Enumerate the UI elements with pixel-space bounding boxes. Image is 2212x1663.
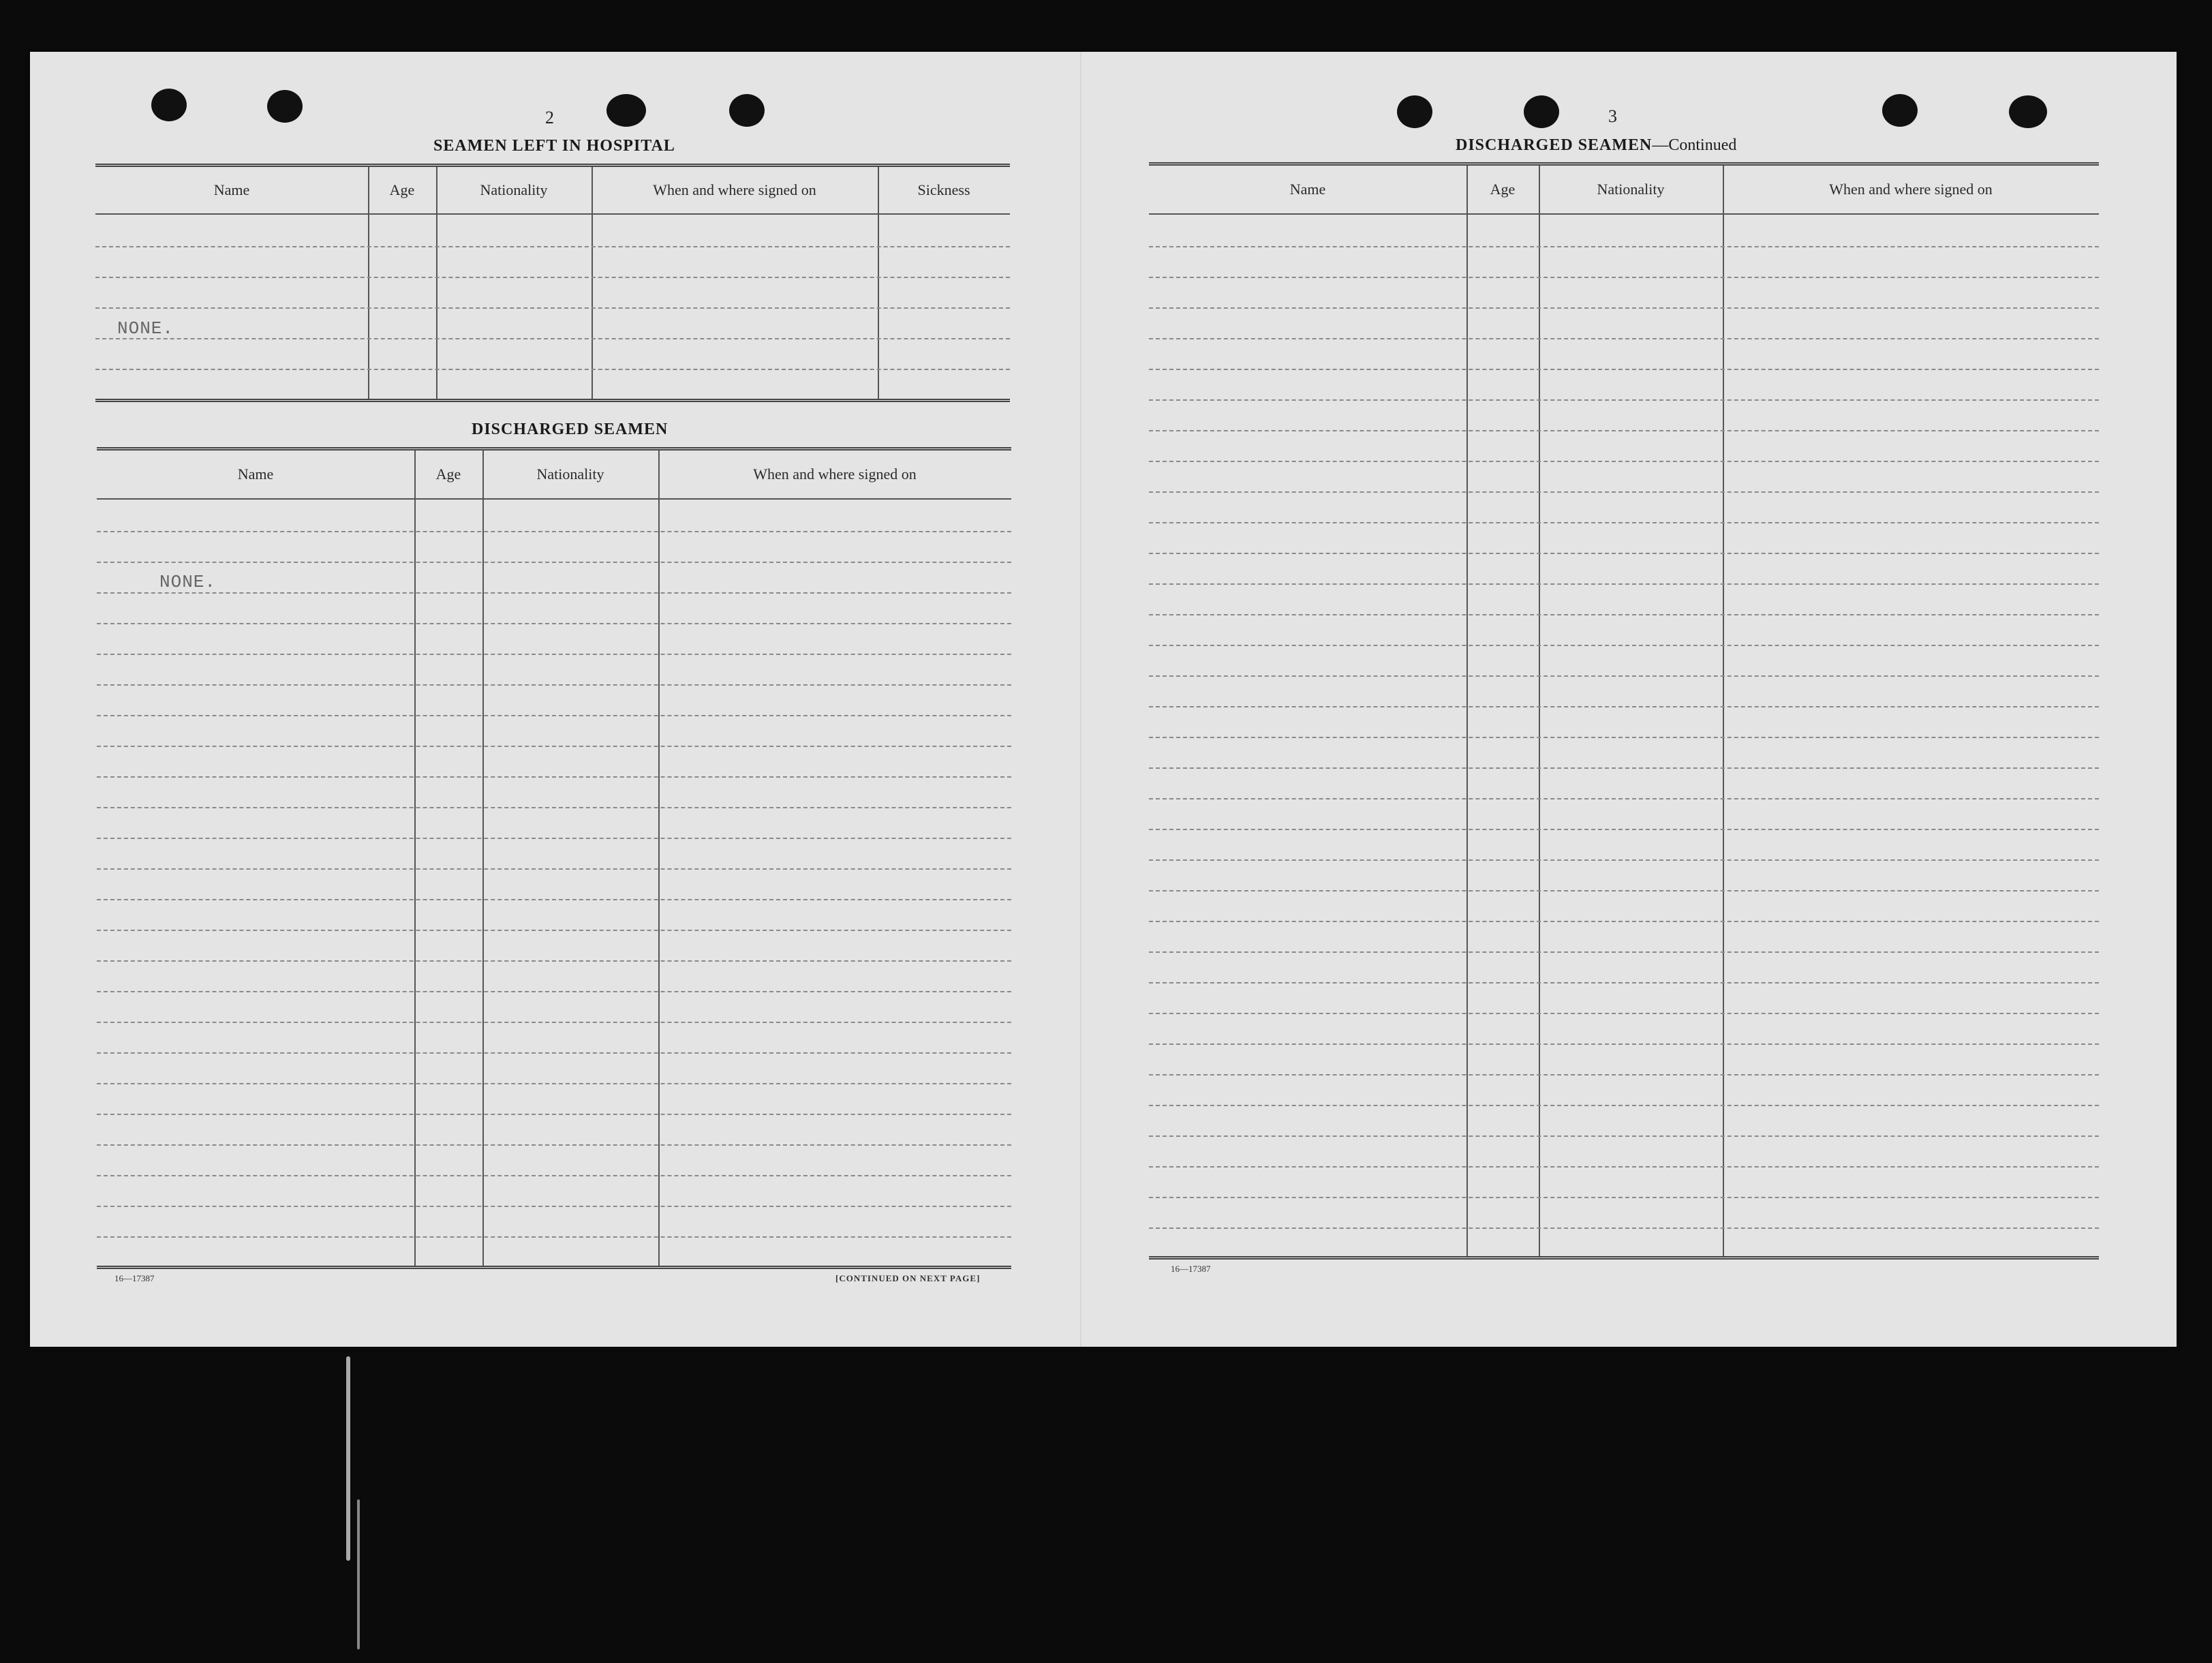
entry-row-line bbox=[95, 277, 1010, 278]
entry-row-line bbox=[95, 338, 1010, 339]
column-rule bbox=[1539, 166, 1540, 1256]
entry-row-line bbox=[1149, 491, 2099, 493]
col-header-age: Age bbox=[389, 181, 415, 198]
entry-row-line bbox=[1149, 583, 2099, 585]
column-rule bbox=[482, 451, 484, 1266]
form-number-left: 16—17387 bbox=[114, 1273, 155, 1283]
discharged-continued-title bbox=[1456, 136, 1736, 155]
punch-hole bbox=[606, 94, 646, 127]
entry-row-line bbox=[1149, 798, 2099, 799]
page-number-right: 3 bbox=[1608, 106, 1617, 126]
entry-row-line bbox=[1149, 1074, 2099, 1075]
punch-hole bbox=[1524, 95, 1559, 128]
col-header-nationality: Nationality bbox=[1597, 181, 1665, 198]
entry-row-line bbox=[97, 746, 1011, 747]
punch-hole bbox=[151, 89, 187, 121]
typed-entry-none: NONE. bbox=[159, 572, 217, 592]
col-header-nationality: Nationality bbox=[480, 181, 548, 198]
column-rule bbox=[1723, 166, 1724, 1256]
column-rule bbox=[368, 167, 369, 399]
entry-row-line bbox=[1149, 951, 2099, 953]
entry-row-line bbox=[1149, 1043, 2099, 1045]
entry-row-line bbox=[1149, 737, 2099, 738]
entry-row-line bbox=[97, 623, 1011, 624]
column-rule bbox=[878, 167, 879, 399]
entry-row-line bbox=[97, 1052, 1011, 1054]
entry-row-line bbox=[97, 592, 1011, 594]
punch-hole bbox=[2009, 95, 2047, 128]
film-scratch bbox=[346, 1356, 350, 1561]
column-rule bbox=[414, 451, 416, 1266]
entry-row-line bbox=[1149, 553, 2099, 554]
punch-hole bbox=[267, 90, 303, 123]
entry-row-line bbox=[1149, 1227, 2099, 1229]
entry-row-line bbox=[1149, 430, 2099, 431]
entry-row-line bbox=[97, 776, 1011, 778]
discharged-table-header bbox=[97, 451, 1011, 500]
entry-row-line bbox=[97, 1175, 1011, 1176]
discharged-table-right bbox=[1149, 162, 2099, 1260]
entry-row-line bbox=[97, 1206, 1011, 1207]
film-scratch bbox=[357, 1499, 360, 1649]
punch-hole bbox=[1882, 94, 1918, 127]
hospital-table-header bbox=[95, 167, 1010, 215]
discharged-table-left bbox=[97, 447, 1011, 1269]
entry-row-line bbox=[95, 307, 1010, 309]
entry-row-line bbox=[97, 899, 1011, 900]
entry-row-line bbox=[1149, 522, 2099, 523]
punch-hole bbox=[729, 94, 765, 127]
col-header-name: Name bbox=[1289, 181, 1326, 198]
entry-row-line bbox=[97, 930, 1011, 931]
column-rule bbox=[436, 167, 437, 399]
entry-row-line bbox=[1149, 399, 2099, 401]
entry-row-line bbox=[1149, 767, 2099, 769]
entry-row-line bbox=[97, 1022, 1011, 1023]
entry-row-line bbox=[1149, 614, 2099, 615]
entry-row-line bbox=[97, 531, 1011, 532]
entry-row-line bbox=[1149, 461, 2099, 462]
col-header-age: Age bbox=[435, 466, 461, 483]
entry-row-line bbox=[97, 960, 1011, 962]
entry-row-line bbox=[97, 991, 1011, 992]
entry-row-line bbox=[1149, 1135, 2099, 1137]
entry-row-line bbox=[97, 807, 1011, 808]
entry-row-line bbox=[97, 715, 1011, 716]
col-header-name: Name bbox=[237, 466, 274, 483]
col-header-nationality: Nationality bbox=[536, 466, 604, 483]
entry-row-line bbox=[97, 1083, 1011, 1084]
entry-row-line bbox=[1149, 1105, 2099, 1106]
entry-row-line bbox=[1149, 246, 2099, 247]
form-number-right: 16—17387 bbox=[1171, 1264, 1211, 1274]
col-header-name: Name bbox=[213, 181, 250, 198]
discharged-table-header bbox=[1149, 166, 2099, 215]
entry-row-line bbox=[1149, 645, 2099, 646]
punch-hole bbox=[1397, 95, 1432, 128]
entry-row-line bbox=[95, 369, 1010, 370]
entry-row-line bbox=[95, 246, 1010, 247]
entry-row-line bbox=[1149, 1166, 2099, 1168]
entry-row-line bbox=[1149, 890, 2099, 891]
entry-row-line bbox=[97, 654, 1011, 655]
entry-row-line bbox=[1149, 706, 2099, 707]
entry-row-line bbox=[1149, 277, 2099, 278]
entry-row-line bbox=[1149, 338, 2099, 339]
page-number-left: 2 bbox=[545, 108, 554, 127]
entry-row-line bbox=[1149, 1197, 2099, 1198]
entry-row-line bbox=[97, 684, 1011, 686]
col-header-age: Age bbox=[1490, 181, 1516, 198]
entry-row-line bbox=[1149, 1013, 2099, 1014]
title-suffix: —Continued bbox=[1652, 136, 1737, 154]
entry-row-line bbox=[1149, 369, 2099, 370]
column-rule bbox=[1466, 166, 1468, 1256]
entry-row-line bbox=[1149, 921, 2099, 922]
hospital-table bbox=[95, 164, 1010, 402]
entry-row-line bbox=[97, 838, 1011, 839]
entry-row-line bbox=[97, 562, 1011, 563]
entry-row-line bbox=[1149, 307, 2099, 309]
column-rule bbox=[592, 167, 593, 399]
entry-row-line bbox=[97, 1236, 1011, 1238]
title-main: DISCHARGED SEAMEN bbox=[1456, 136, 1653, 154]
page-fold bbox=[1080, 52, 1081, 1347]
col-header-sickness: Sickness bbox=[917, 181, 970, 198]
col-header-signed-on: When and where signed on bbox=[653, 181, 816, 198]
entry-row-line bbox=[97, 1114, 1011, 1115]
discharged-section-title: DISCHARGED SEAMEN bbox=[472, 421, 669, 438]
entry-row-line bbox=[97, 868, 1011, 870]
col-header-signed-on: When and where signed on bbox=[1829, 181, 1993, 198]
entry-row-line bbox=[97, 1144, 1011, 1146]
entry-row-line bbox=[1149, 829, 2099, 830]
typed-entry-none: NONE. bbox=[117, 318, 174, 339]
hospital-section-title: SEAMEN LEFT IN HOSPITAL bbox=[433, 137, 675, 155]
entry-row-line bbox=[1149, 859, 2099, 861]
entry-row-line bbox=[1149, 675, 2099, 677]
col-header-signed-on: When and where signed on bbox=[753, 466, 917, 483]
column-rule bbox=[658, 451, 660, 1266]
continued-note: [CONTINUED ON NEXT PAGE] bbox=[835, 1273, 981, 1283]
entry-row-line bbox=[1149, 982, 2099, 983]
